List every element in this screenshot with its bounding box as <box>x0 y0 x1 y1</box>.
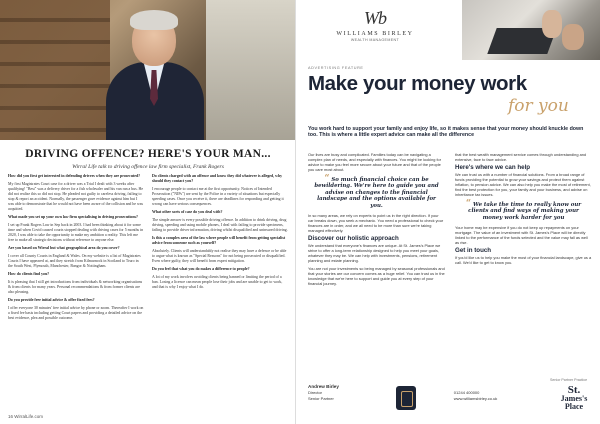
pull-quote-text: We take the time to really know our clients and find ways of making your money work harder for you <box>468 202 582 221</box>
section-heading: Here's where we can help <box>455 164 531 171</box>
window-graphic <box>206 0 296 140</box>
portrait-photo <box>0 0 296 140</box>
bookshelf-graphic <box>0 0 110 140</box>
paragraph: If you'd like us to help you make the most of your financial landscape, give us a call. We'd like to get to know you. <box>455 255 592 266</box>
question: What other sorts of case do you deal with? <box>152 210 223 214</box>
contact-name: Andrew Birley <box>308 384 339 389</box>
advertising-feature-label: ADVERTISING FEATURE <box>308 66 364 70</box>
logo-subtitle: WEALTH MANAGEMENT <box>350 38 400 42</box>
paragraph: Our lives are busy and complicated. Families today can be navigating a complex plan of needs, and especially with finances. You might be looking for advice to make you feel more secure about your future and that of the people you care most about. <box>308 152 442 172</box>
section-heading: Get in touch <box>455 247 492 255</box>
right-page <box>300 0 600 424</box>
company-badge-icon <box>396 386 416 410</box>
answer: Absolutely. Clients will understandably not realise they may have a defence or be able to argue what is known as "Special Reasons" for not being prosecuted or disqualified. Even where guilty, they will benefit from expert mitigation. <box>152 249 287 263</box>
article-column-1 <box>8 174 144 412</box>
paragraph: We understand that everyone's finances are unique. At St. James's Place we strive to offer a long-term relationship designed to help you meet your goals, whatever they may be. We can help with investments, pensions, retirement planning and estate planning. <box>308 243 441 264</box>
sjp-logo-line: James's <box>560 393 588 403</box>
answer: A lot of my work involves avoiding clients being banned or limiting the period of a ban. Losing a licence can mean people lose their jobs and are unable to get to work, and that is why I enjoy what I do. <box>152 275 283 289</box>
sjp-logo-line: St. <box>567 384 581 396</box>
question: How did you first get interested in defending drivers when they are prosecuted? <box>8 174 141 178</box>
feature-columns <box>308 152 592 384</box>
feature-script-headline: for you <box>508 96 569 116</box>
question: What made you set up your own law firm specialising in driving prosecutions? <box>8 215 138 219</box>
laptop-photo <box>462 0 600 60</box>
partner-practice-label: Senior Partner Practice <box>550 378 588 382</box>
article-standfirst: Wirral Life talk to driving offence law firm specialist, Frank Rogers <box>72 164 224 170</box>
sjp-logo-line: Place <box>564 402 584 411</box>
paragraph: We can trust us with a number of financial solutions. From a broad range of funds providing the potential to grow your savings and protect them against inflation, to pension advice. We can also help you make the most of retirement, find the best protection for you, your family and your business, and advise on inheritance tax issues. <box>455 172 591 197</box>
question: Do clients charged with an offence and know they did whatever is alleged, why should they contact you? <box>152 174 283 183</box>
pull-quote-text: So much financial choice can be bewildering. We're here to guide you and advise on changes to the financial landscape and the options available for you. <box>314 177 439 209</box>
logo-name: WILLIAMS BIRLEY <box>336 31 414 37</box>
paragraph: that the best wealth management service comes through understanding and extensive, face to face advice. <box>455 152 587 162</box>
article-headline: DRIVING OFFENCE? HERE'S YOUR MAN... <box>25 148 271 160</box>
hand-graphic <box>542 10 562 38</box>
article-column-2 <box>152 174 288 412</box>
answer: The simple answer is every possible driving offence. In addition to drink driving, drug driving, speeding and using mobile phones, I deal with failing to provide specimens, failing to provide driver information, driving whilst disqualified and uninsured driving. <box>152 218 288 232</box>
pull-quote <box>314 176 439 209</box>
contact-phone: 01244 400000 <box>453 390 480 395</box>
paragraph: Your home may be expensive if you do not keep up repayments on your mortgage. The value of an investment with St. James's Place will be directly linked to the performance of the funds selected and the value may fall as well as rise. <box>455 225 588 246</box>
company-logo <box>300 8 450 42</box>
feature-intro: You work hard to support your family and enjoy life, so it makes sense that your money should knuckle down too. This is where a little expert advice can make all the difference <box>308 126 584 139</box>
answer: I offer everyone 30 minutes' free initial advice by phone or zoom. Thereafter I work on a fixed fee basis including getting Court papers and providing a detailed advice on the best evidence, plea and possible outcome. <box>8 306 144 320</box>
contact-website: www.williamsbirley.co.uk <box>453 396 498 401</box>
answer: I cover all County Courts in England & Wales. On my website is a list of Magistrates Courts I have appeared at, and they stretch from Kilmarnock in Scotland to Truro in the South West, Plymouth, Manchester, Bangor & Nottingham. <box>8 254 141 268</box>
sjp-logo <box>554 386 594 412</box>
question: Do you provide free initial advice & offer fixed fees? <box>8 298 95 302</box>
question: Do you feel that what you do makes a difference to people? <box>152 267 250 271</box>
feature-column-2 <box>455 152 592 384</box>
paragraph: In so many areas, we rely on experts to point us in the right direction. If your car breaks down, you seek a mechanic. You need a professional to check your finances are in order, and we all need to be more than sure we're taking managed effectively. <box>308 213 444 234</box>
feature-headline: Make your money work <box>308 72 527 95</box>
feature-column-1 <box>308 152 445 384</box>
question: How do clients find you? <box>8 272 50 276</box>
logo-monogram: Wb <box>364 8 386 28</box>
quote-mark-icon: “ <box>324 174 330 184</box>
answer: My first Magistrates Court case for a driver was a Trial I dealt with 3 weeks after qualifying! "Best" was a delivery driver for a fish wholesaler and his van ran a bus. He did not realise this so did not stop. He pleaded not guilty to careless driving, failing to stop & report an accident. Normally, the passenger gave evidence against him but I was able to demonstrate that he would not have been aware of the collision and he was acquitted. <box>8 182 144 211</box>
contact-block <box>308 384 538 414</box>
contact-role: Senior Partner <box>308 396 334 401</box>
person-figure <box>100 8 210 140</box>
section-heading: Discover our holistic approach <box>308 235 399 243</box>
page-folio: 16 WirralLife.com <box>8 414 44 419</box>
article-columns <box>8 174 288 412</box>
answer: I set up Frank Rogers Law in Sep back in 2003. I had been thinking about it for some time and when Covid caused courts stopped dealing with driving cases for 5 months in 2020, I was able to take the opportunity to make my ambition a reality. This left me free to make all strategic decisions without reference to anyone else. <box>8 223 144 242</box>
answer: I encourage people to contact me at the first opportunity. Notices of Intended Prosecution ("NIPs") are sent by the Police in a variety of situations but especially speeding cases. Once you receive it, there are deadlines for responding and getting it wrong can have serious consequences. <box>152 187 284 206</box>
pull-quote <box>461 201 586 221</box>
hand-graphic <box>562 24 584 50</box>
answer: It is pleasing that I still get introductions from individuals & networking organisations & from clients for many years. Personal recommendations & from former clients are also pleasing. <box>8 280 143 294</box>
left-page <box>0 0 296 424</box>
contact-role: Director <box>308 390 323 395</box>
paragraph: You are not your investments so being managed by seasonal professionals and that your stories are our concern comes as a huge relief. You can trust us in the knowledge that we're here to support and guide you at every step of your financial journey. <box>308 266 445 287</box>
question: Is this a complex area of the law where people will benefit from getting specialist advice from someone such as yourself? <box>152 236 286 245</box>
quote-mark-icon: “ <box>465 199 472 209</box>
question: Are you based on Wirral but what geographical area do you cover? <box>8 246 120 250</box>
